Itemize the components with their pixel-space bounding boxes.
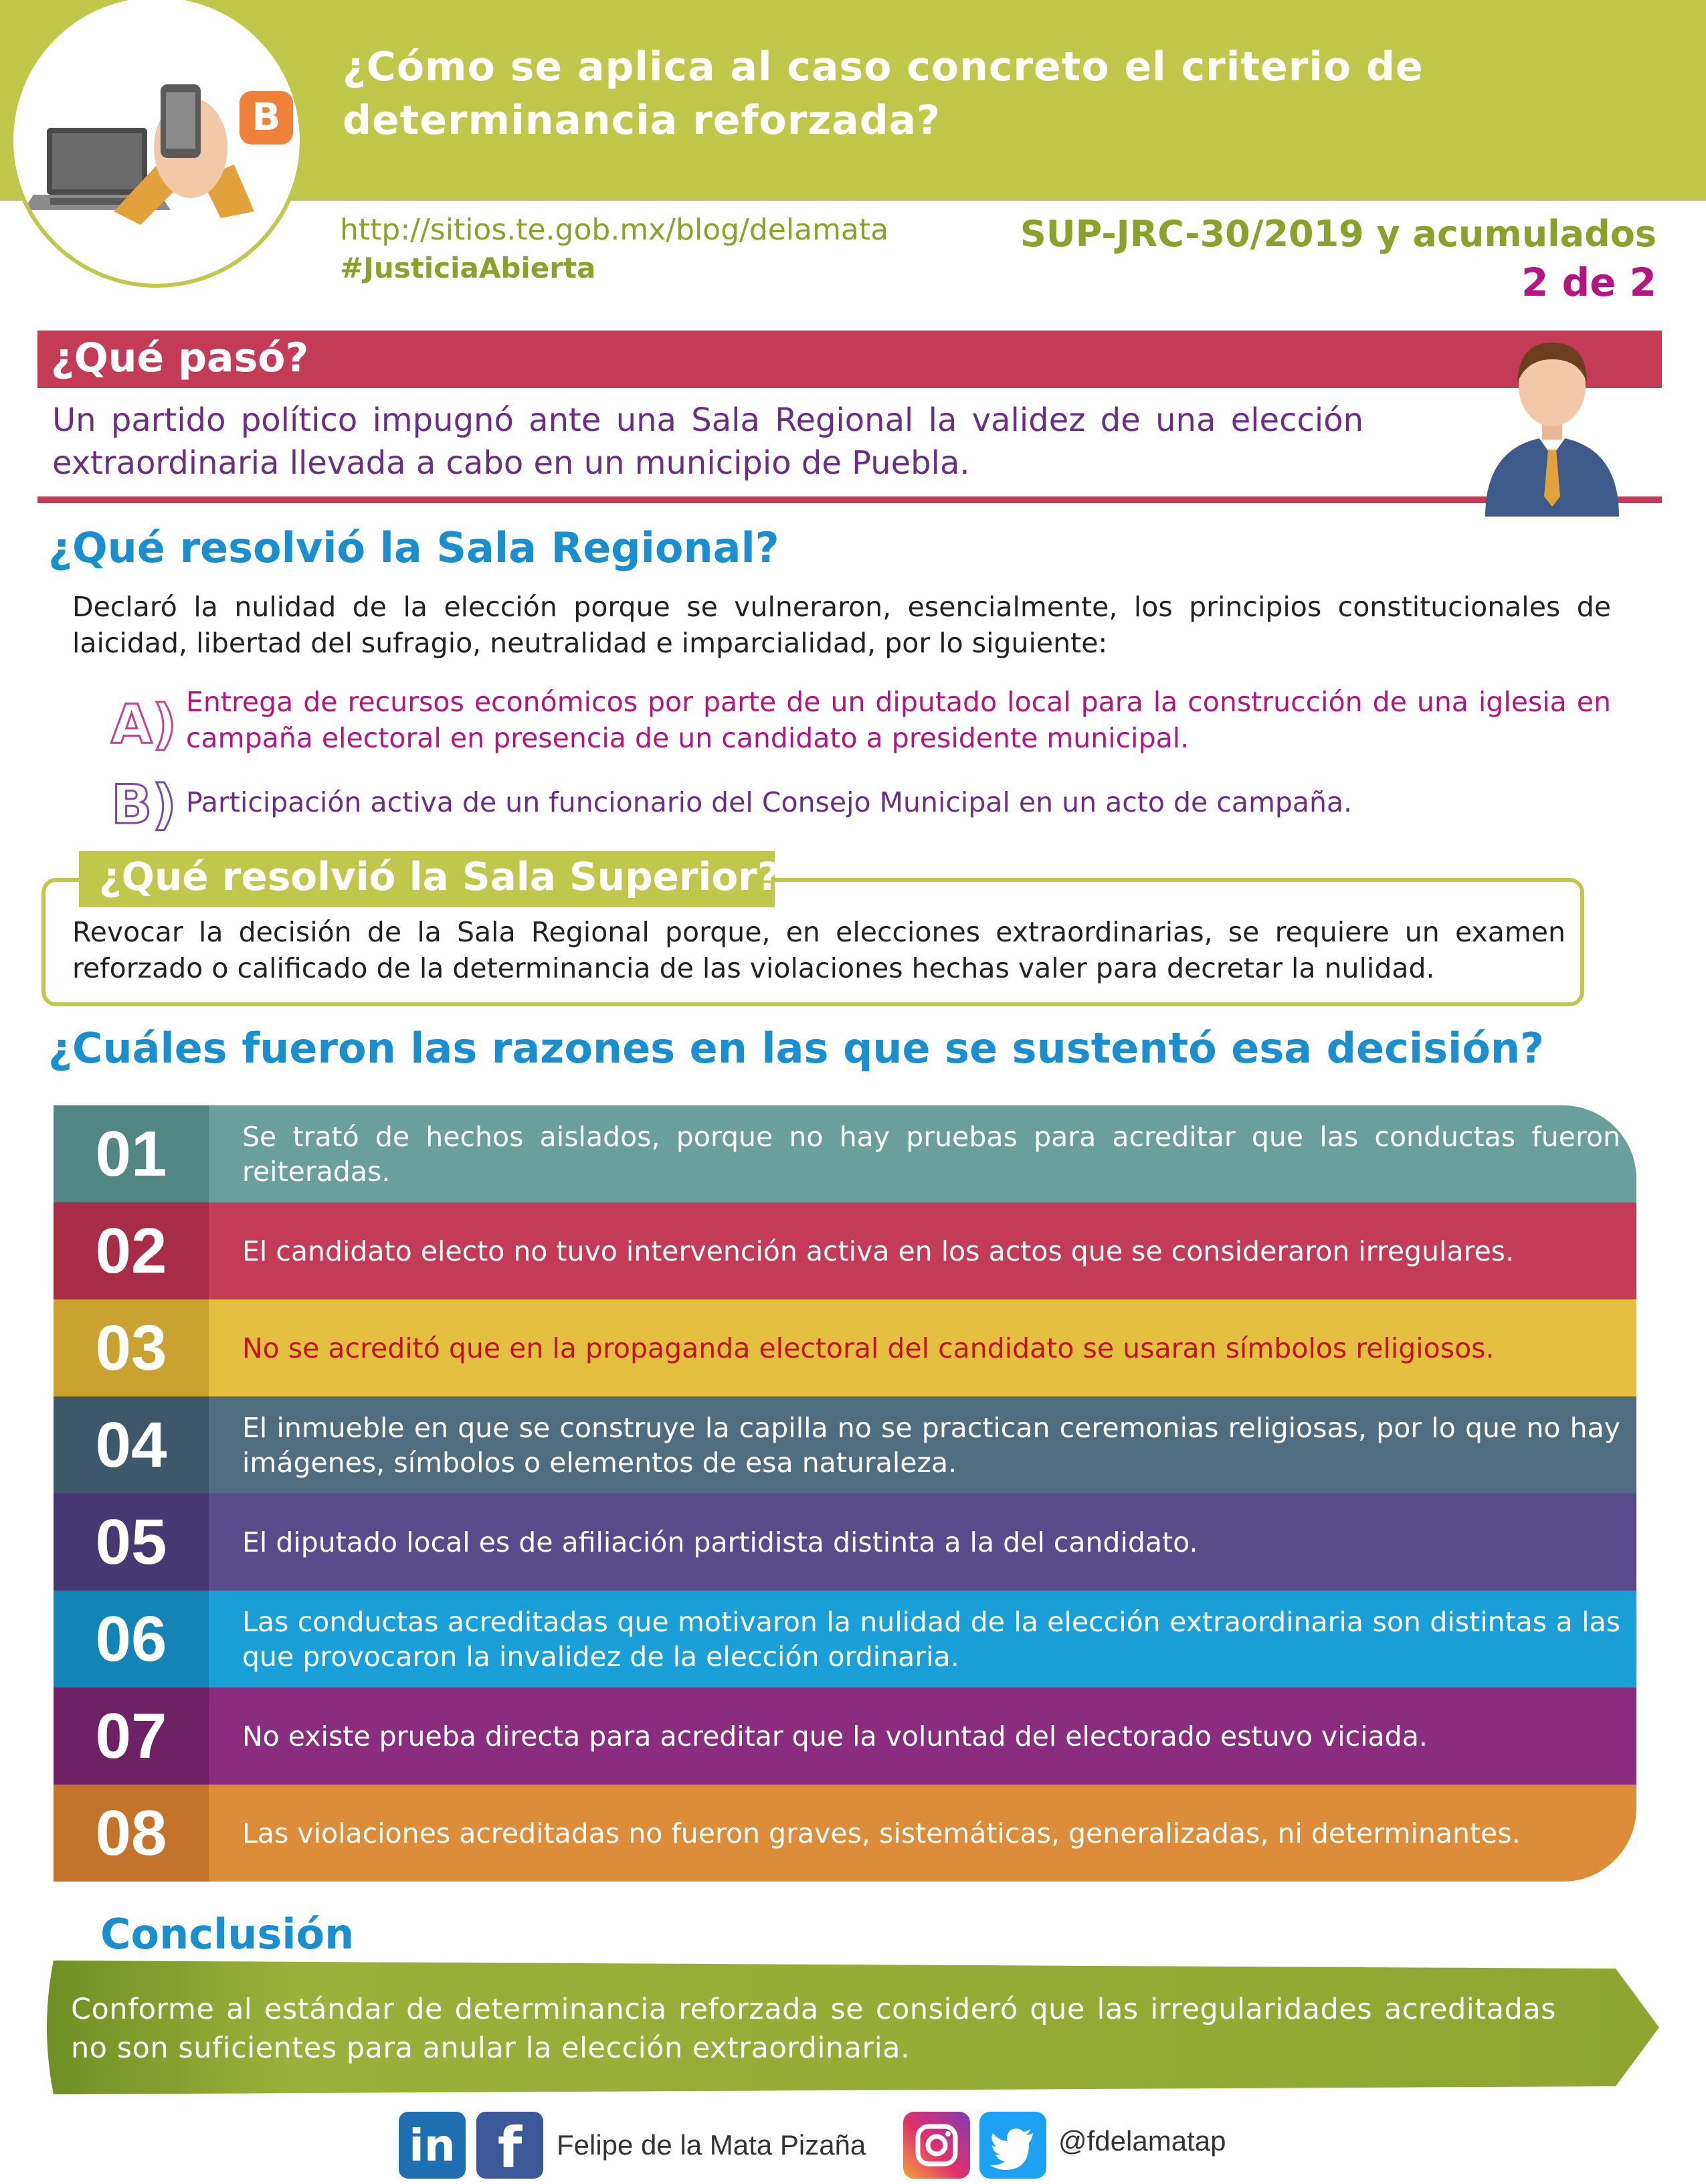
author-name: Felipe de la Mata Pizaña <box>557 2129 866 2161</box>
razon-row <box>54 1785 1636 1882</box>
razon-number: 04 <box>54 1396 209 1493</box>
razon-number: 07 <box>54 1688 209 1785</box>
blogger-glyph: B <box>252 96 281 139</box>
case-number: SUP-JRC-30/2019 y acumulados <box>1020 213 1656 255</box>
que-paso-text: Un partido político impugnó ante una Sala Regional la validez de una elección extraordinaria llevada a cabo en un municipio de Puebla. <box>52 401 1363 482</box>
letter-a-badge <box>107 689 181 756</box>
razon-number: 01 <box>54 1105 209 1202</box>
razon-text: Las violaciones acreditadas no fueron graves, sistemáticas, generalizadas, ni determinantes. <box>242 1817 1521 1849</box>
conclusion-text: Conforme al estándar de determinancia reforzada se consideró que las irregularidades acreditadas no son suficientes para anular la elección extraordinaria. <box>71 1993 1556 2065</box>
conclusion-title: Conclusión <box>100 1910 355 1959</box>
razones-list <box>54 1105 1636 1882</box>
razon-text: No existe prueba directa para acreditar que la voluntad del electorado estuvo viciada. <box>242 1720 1428 1752</box>
page-indicator: 2 de 2 <box>1521 260 1656 305</box>
razon-number: 08 <box>54 1785 209 1882</box>
header-illustration <box>9 0 304 288</box>
razon-row <box>54 1105 1636 1202</box>
sala-regional-text: Declaró la nulidad de la elección porque se vulneraron, esencialmente, los principios constitucionales de laicidad, libertad del sufragio, neutralidad e imparcialidad, por lo siguiente: <box>72 591 1611 659</box>
twitter-icon[interactable] <box>979 2112 1046 2179</box>
razon-row <box>54 1688 1636 1785</box>
facebook-glyph: f <box>497 2115 523 2181</box>
facebook-icon[interactable] <box>476 2112 543 2179</box>
linkedin-icon[interactable] <box>399 2112 466 2179</box>
man-avatar-icon <box>1479 323 1626 517</box>
sala-superior-text: Revocar la decisión de la Sala Regional porque, en elecciones extraordinarias, se requiere un examen reforzado o calificado de la determinancia de las violaciones hechas valer para decretar la nulidad. <box>72 916 1566 984</box>
razon-text: El diputado local es de afiliación partidista distinta a la del candidato. <box>242 1526 1198 1558</box>
sala-regional-title: ¿Qué resolvió la Sala Regional? <box>48 523 779 572</box>
razon-number: 02 <box>54 1202 209 1299</box>
instagram-icon[interactable] <box>903 2112 970 2179</box>
letter-b: B) <box>111 774 177 836</box>
razon-number: 05 <box>54 1493 209 1590</box>
letter-a: A) <box>110 693 177 755</box>
letter-b-badge <box>107 769 181 836</box>
social-handle[interactable]: @fdelamatap <box>1058 2125 1226 2157</box>
razon-text: Las conductas acreditadas que motivaron la nulidad de la elección extraordinaria son distintas a las que provocaron la invalidez de la elección ordinaria. <box>242 1605 1620 1673</box>
razon-number: 03 <box>54 1299 209 1396</box>
que-paso-title: ¿Qué pasó? <box>51 335 309 381</box>
razon-row <box>54 1590 1636 1688</box>
page-title: ¿Cómo se aplica al caso concreto el criterio de determinancia reforzada? <box>343 43 1424 144</box>
laptop-phone-illustration <box>13 0 300 284</box>
que-paso-divider <box>37 496 1662 503</box>
sala-regional-item-b: Participación activa de un funcionario del Consejo Municipal en un acto de campaña. <box>186 786 1353 818</box>
razones-title: ¿Cuáles fueron las razones en las que se sustentó esa decisión? <box>48 1024 1544 1073</box>
sala-regional-item-a: Entrega de recursos económicos por parte de un diputado local para la construcción de una iglesia en campaña electoral en presencia de un candidato a presidente municipal. <box>186 686 1611 754</box>
razon-text: El candidato electo no tuvo intervención activa en los actos que se consideraron irregulares. <box>242 1235 1515 1267</box>
razon-text: Se trató de hechos aislados, porque no hay pruebas para acreditar que las conductas fueron reiteradas. <box>242 1120 1620 1188</box>
razon-row <box>54 1396 1636 1493</box>
razon-text: No se acreditó que en la propaganda electoral del candidato se usaran símbolos religiosos. <box>242 1332 1495 1364</box>
razon-row <box>54 1299 1636 1396</box>
razon-row <box>54 1202 1636 1299</box>
blog-link[interactable]: http://sitios.te.gob.mx/blog/delamata <box>340 213 889 247</box>
sala-superior-title: ¿Qué resolvió la Sala Superior? <box>99 854 780 899</box>
razon-number: 06 <box>54 1590 209 1688</box>
hashtag[interactable]: #JusticiaAbierta <box>340 252 596 284</box>
linkedin-glyph: in <box>409 2119 456 2171</box>
razon-text: El inmueble en que se construye la capilla no se practican ceremonias religiosas, por lo que no hay imágenes, símbolos o elementos de esa naturaleza. <box>242 1411 1620 1479</box>
razon-row <box>54 1493 1636 1590</box>
